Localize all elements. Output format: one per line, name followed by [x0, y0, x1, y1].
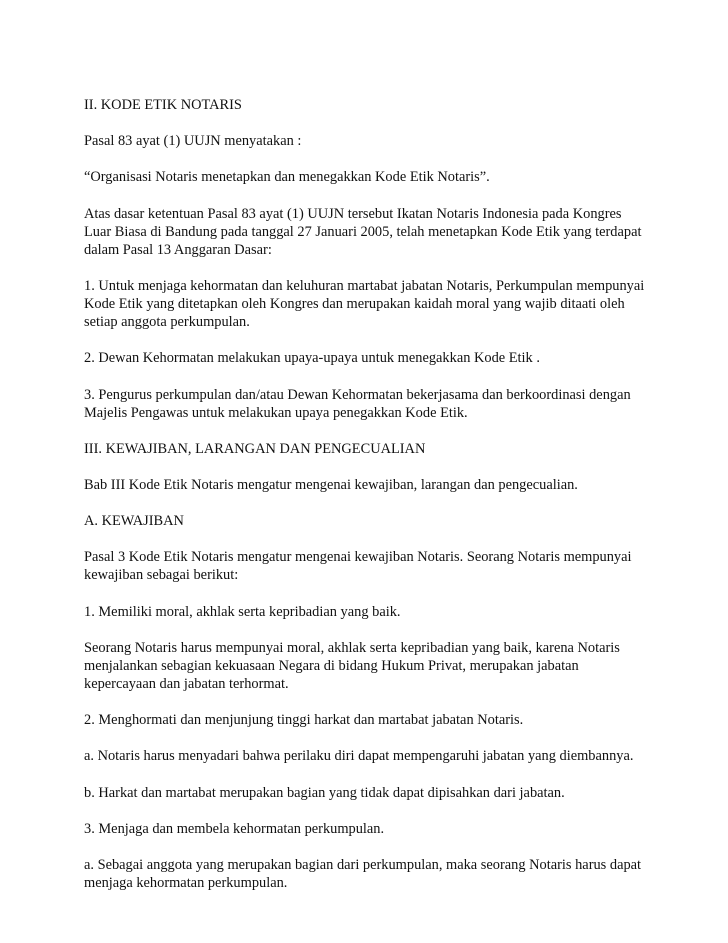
- subsection-heading: A. KEWAJIBAN: [84, 513, 184, 530]
- list-item: 3. Pengurus perkumpulan dan/atau Dewan Kehormatan bekerjasama dan berkoordinasi dengan Majelis Pengawas untuk melakukan upaya penegakkan Kode Etik.: [84, 386, 631, 421]
- list-item: 3. Menjaga dan membela kehormatan perkumpulan.: [84, 820, 385, 837]
- paragraph: Pasal 83 ayat (1) UUJN menyatakan :: [84, 133, 302, 150]
- paragraph: “Organisasi Notaris menetapkan dan menegakkan Kode Etik Notaris”.: [84, 169, 490, 186]
- paragraph: Seorang Notaris harus mempunyai moral, akhlak serta kepribadian yang baik, karena Notaris menjalankan sebagian kekuasaan Negara di bidang Hukum Privat, merupakan jabatan kepercayaan dan jabatan terhormat.: [84, 639, 620, 692]
- document-page: [84, 96, 659, 910]
- paragraph: Bab III Kode Etik Notaris mengatur mengenai kewajiban, larangan dan pengecualian.: [84, 476, 578, 493]
- sub-list-item: a. Notaris harus menyadari bahwa perilaku diri dapat mempengaruhi jabatan yang diembannya.: [84, 748, 634, 765]
- section-heading: III. KEWAJIBAN, LARANGAN DAN PENGECUALIAN: [84, 440, 426, 457]
- list-item: 1. Memiliki moral, akhlak serta kepribadian yang baik.: [84, 603, 401, 620]
- list-item: 2. Menghormati dan menjunjung tinggi harkat dan martabat jabatan Notaris.: [84, 712, 524, 729]
- sub-list-item: b. Harkat dan martabat merupakan bagian yang tidak dapat dipisahkan dari jabatan.: [84, 784, 565, 801]
- section-heading: II. KODE ETIK NOTARIS: [84, 97, 242, 113]
- paragraph: Atas dasar ketentuan Pasal 83 ayat (1) UUJN tersebut Ikatan Notaris Indonesia pada Kongres Luar Biasa di Bandung pada tanggal 27 Januari 2005, telah menetapkan Kode Etik yang terdapat dalam Pasal 13 Anggaran Dasar:: [84, 205, 642, 258]
- list-item: 2. Dewan Kehormatan melakukan upaya-upaya untuk menegakkan Kode Etik .: [84, 350, 540, 367]
- paragraph: Pasal 3 Kode Etik Notaris mengatur mengenai kewajiban Notaris. Seorang Notaris mempunyai kewajiban sebagai berikut:: [84, 549, 632, 584]
- list-item: 1. Untuk menjaga kehormatan dan keluhuran martabat jabatan Notaris, Perkumpulan mempunyai Kode Etik yang ditetapkan oleh Kongres dan merupakan kaidah moral yang wajib ditaati oleh setiap anggota perkumpulan.: [84, 277, 645, 331]
- sub-list-item: a. Sebagai anggota yang merupakan bagian dari perkumpulan, maka seorang Notaris harus dapat menjaga kehormatan perkumpulan.: [84, 856, 642, 892]
